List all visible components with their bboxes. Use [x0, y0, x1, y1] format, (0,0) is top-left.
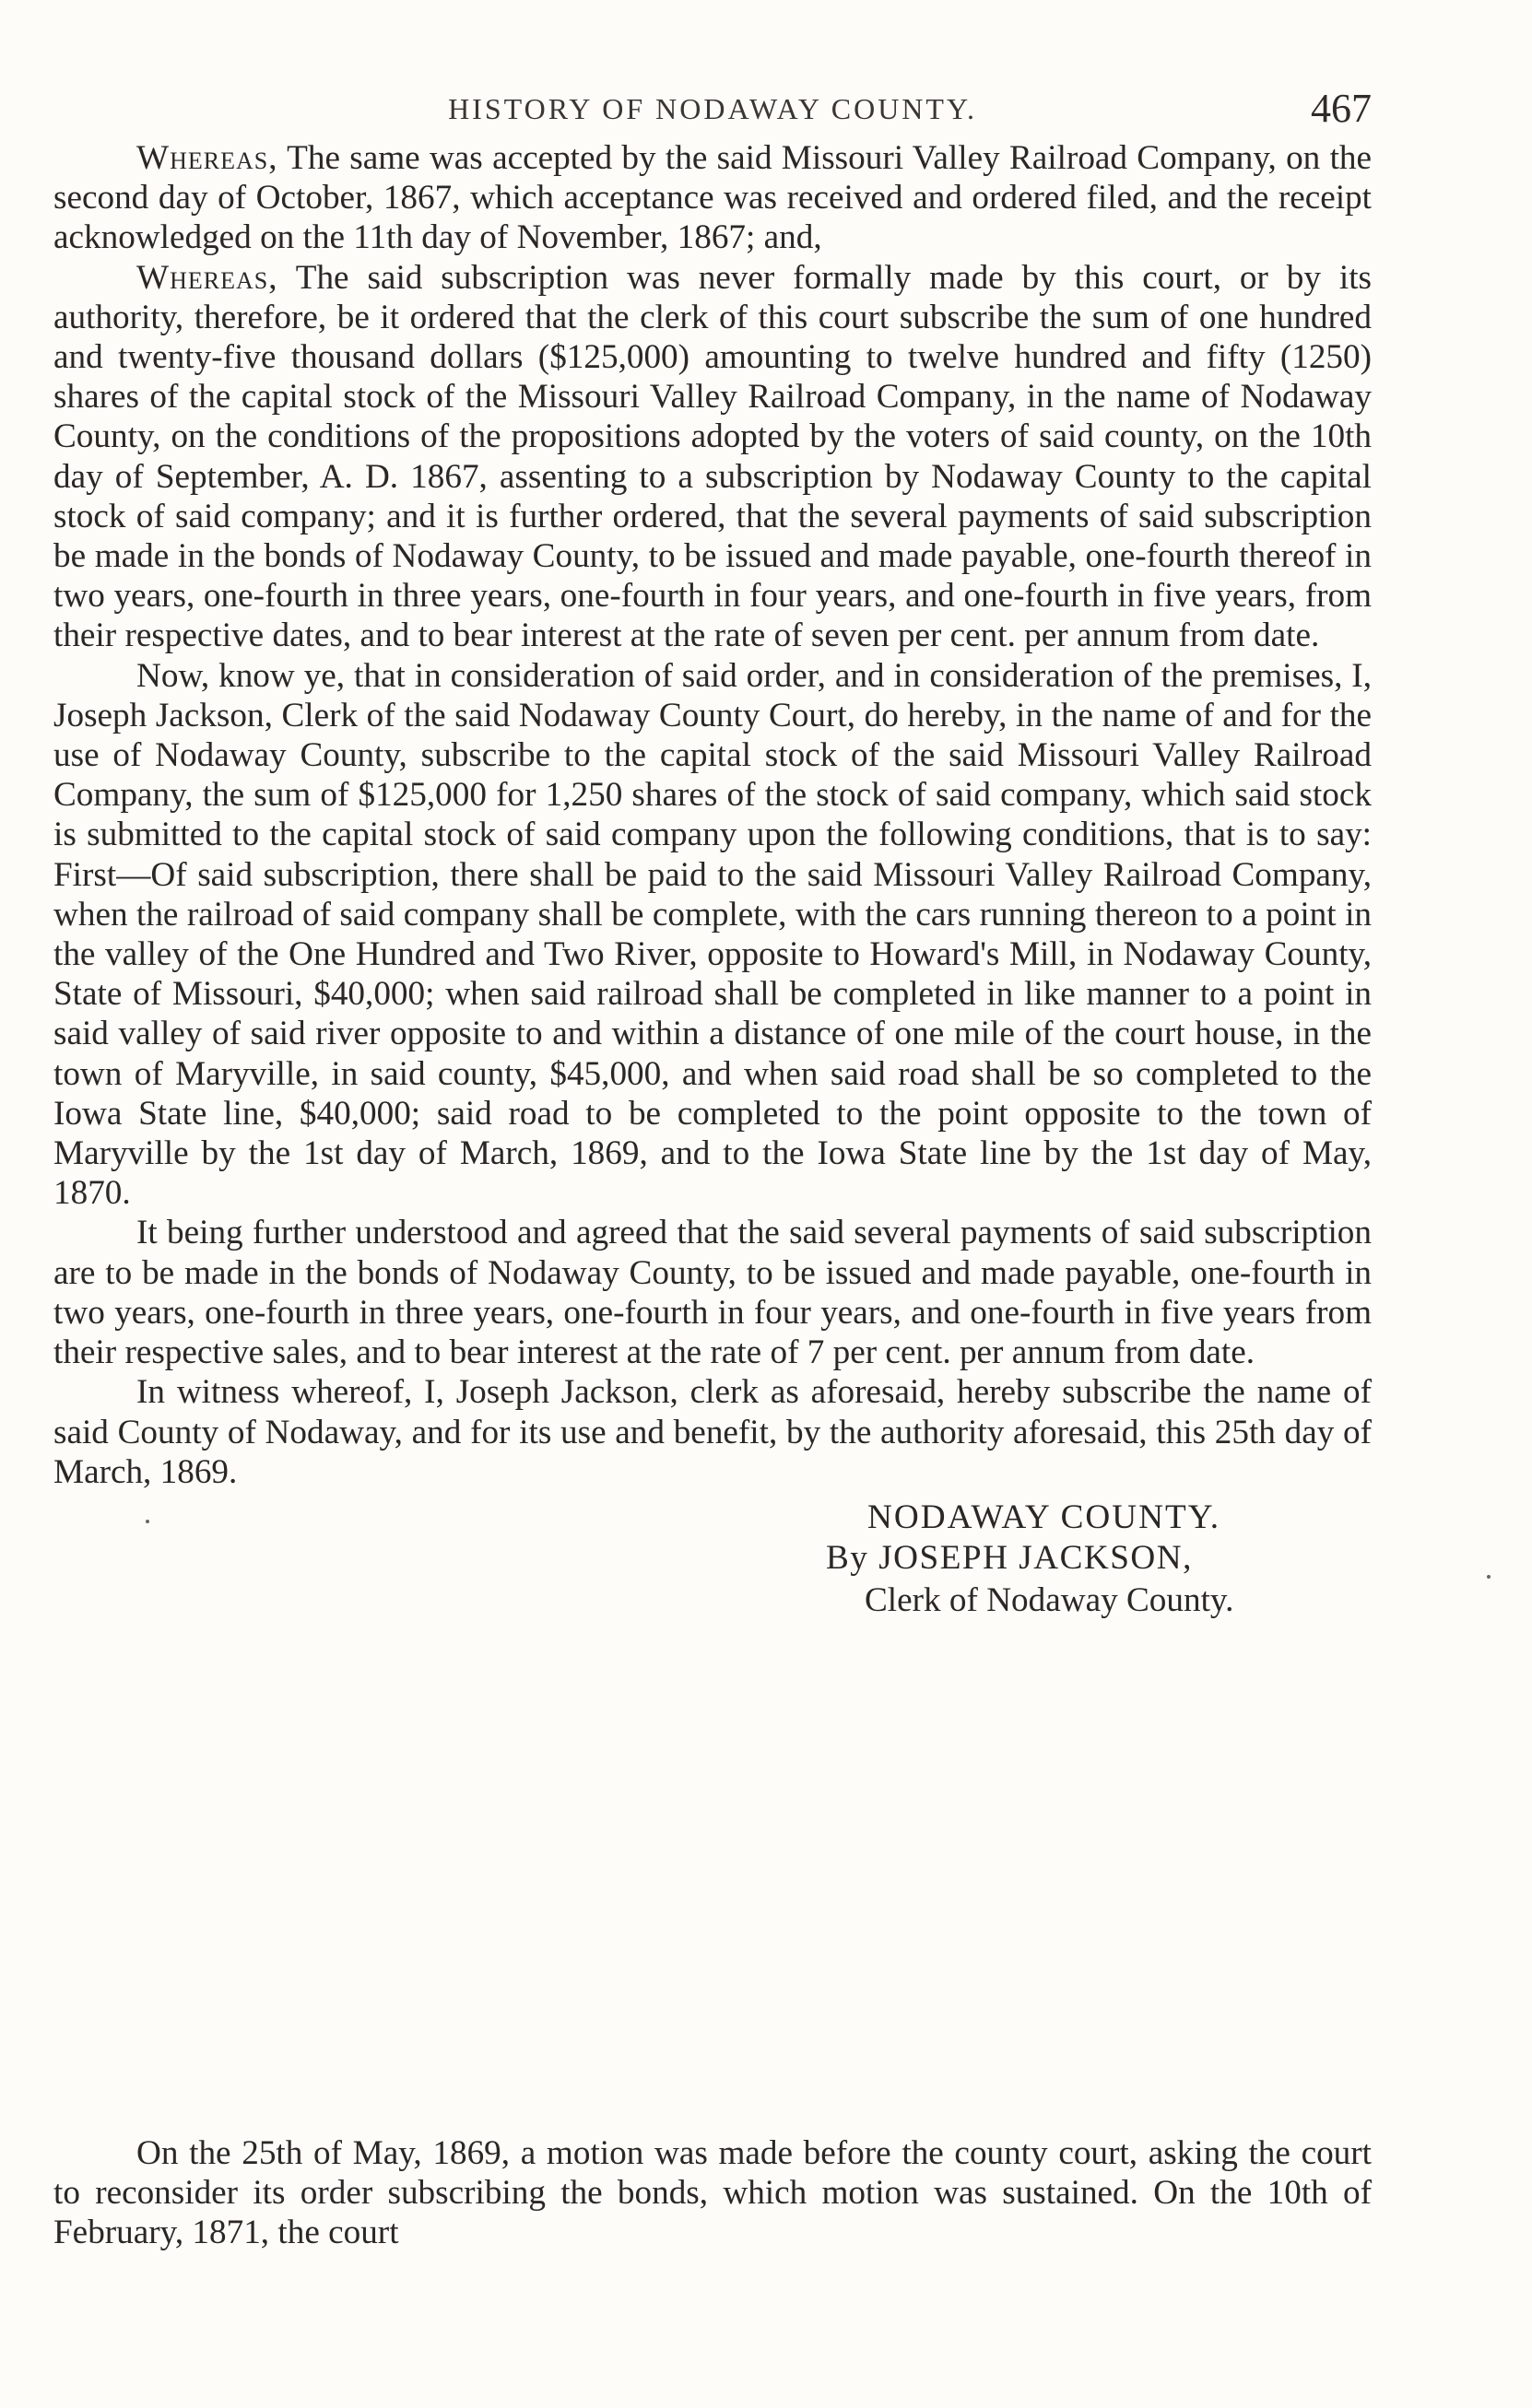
paragraph-further-understood — [53, 1213, 1372, 1372]
paragraph-text: It being further understood and agreed that the said several payments of said subscription are to be made in the bonds of Nodaway County, to be issued and made payable, one-fourth in two years, one-fourth in three years, one-fourth in four years, and one-fourth in five years from their respective sales, and to bear interest at the rate of 7 per cent. per annum from date. — [53, 1214, 1372, 1372]
running-title: HISTORY OF NODAWAY COUNTY. — [448, 92, 977, 125]
paragraph-now-know-ye — [53, 656, 1372, 1214]
paragraph-whereas-subscription — [53, 258, 1372, 656]
paragraph-text: The said subscription was never formally made by this court, or by its authority, therefore, be it ordered that the clerk of this court subscribe the sum of one hundred and twenty-five thousand dollars ($125,000) amounting to twelve hundred and fifty (1250) shares of the capital stock of the Missouri Valley Railroad Company, in the name of Nodaway County, on the conditions of the propositions adopted by the voters of said county, on the 10th day of September, A. D. 1867, assenting to a subscription by Nodaway County to the capital stock of said company; and it is further ordered, that the several payments of said subscription be made in the bonds of Nodaway County, to be issued and made payable, one-fourth thereof in two years, one-fourth in three years, one-fourth in four years, and one-fourth in five years, from their respective dates, and to bear interest at the rate of seven per cent. per annum from date. — [53, 258, 1372, 655]
paragraph-text: Now, know ye, that in consideration of said order, and in consideration of the premises, I, Joseph Jackson, Clerk of the said Nodaway County Court, do hereby, in the name of and for the use of Nodaway County, subscribe to the capital stock of the said Missouri Valley Railroad Company, the sum of $125,000 for 1,250 shares of the stock of said company, which said stock is submitted to the capital stock of said company upon the following conditions, that is to say: First—Of said subscription, there shall be paid to the said Missouri Valley Railroad Company, when the railroad of said company shall be complete, with the cars running thereon to a point in the valley of the One Hundred and Two River, opposite to Howard's Mill, in Nodaway County, State of Missouri, $40,000; when said railroad shall be completed in like manner to a point in said valley of said river opposite to and within a distance of one mile of the court house, in the town of Maryville, in said county, $45,000, and when said road shall be so completed to the Iowa State line, $40,000; said road to be completed to the point opposite to the town of Maryville by the 1st day of March, 1869, and to the Iowa State line by the 1st day of May, 1870. — [53, 656, 1372, 1213]
speck-mark — [146, 1520, 149, 1523]
paragraph-closing — [53, 2133, 1372, 2253]
page-number: 467 — [1311, 86, 1372, 131]
signature-block — [53, 1498, 1372, 1682]
paragraph-text: On the 25th of May, 1869, a motion was made before the county court, asking the court to reconsider its order subscribing the bonds, which motion was sustained. On the 10th of February, 1871, the court — [53, 2134, 1372, 2252]
paragraph-in-witness — [53, 1372, 1372, 1492]
whereas-lead: Whereas, — [136, 258, 278, 297]
whereas-lead: Whereas, — [136, 139, 278, 177]
signature-title: Clerk of Nodaway County. — [865, 1580, 1234, 1619]
signature-county: NODAWAY COUNTY. — [867, 1498, 1221, 1536]
running-header — [53, 83, 1372, 138]
speck-mark — [1487, 1575, 1491, 1579]
signature-by: By JOSEPH JACKSON, — [826, 1538, 1193, 1577]
paragraph-whereas-accepted — [53, 138, 1372, 258]
paragraph-text: The same was accepted by the said Missouri Valley Railroad Company, on the second day of October, 1867, which acceptance was received and ordered filed, and the receipt acknowledged on the 11th day of November, 1867; and, — [53, 139, 1372, 257]
page-content — [53, 83, 1372, 2332]
main-text — [53, 138, 1372, 1492]
closing-section — [53, 2133, 1372, 2253]
paragraph-text: In witness whereof, I, Joseph Jackson, clerk as aforesaid, hereby subscribe the name of said County of Nodaway, and for its use and benefit, by the authority aforesaid, this 25th day of March, 1869. — [53, 1373, 1372, 1491]
